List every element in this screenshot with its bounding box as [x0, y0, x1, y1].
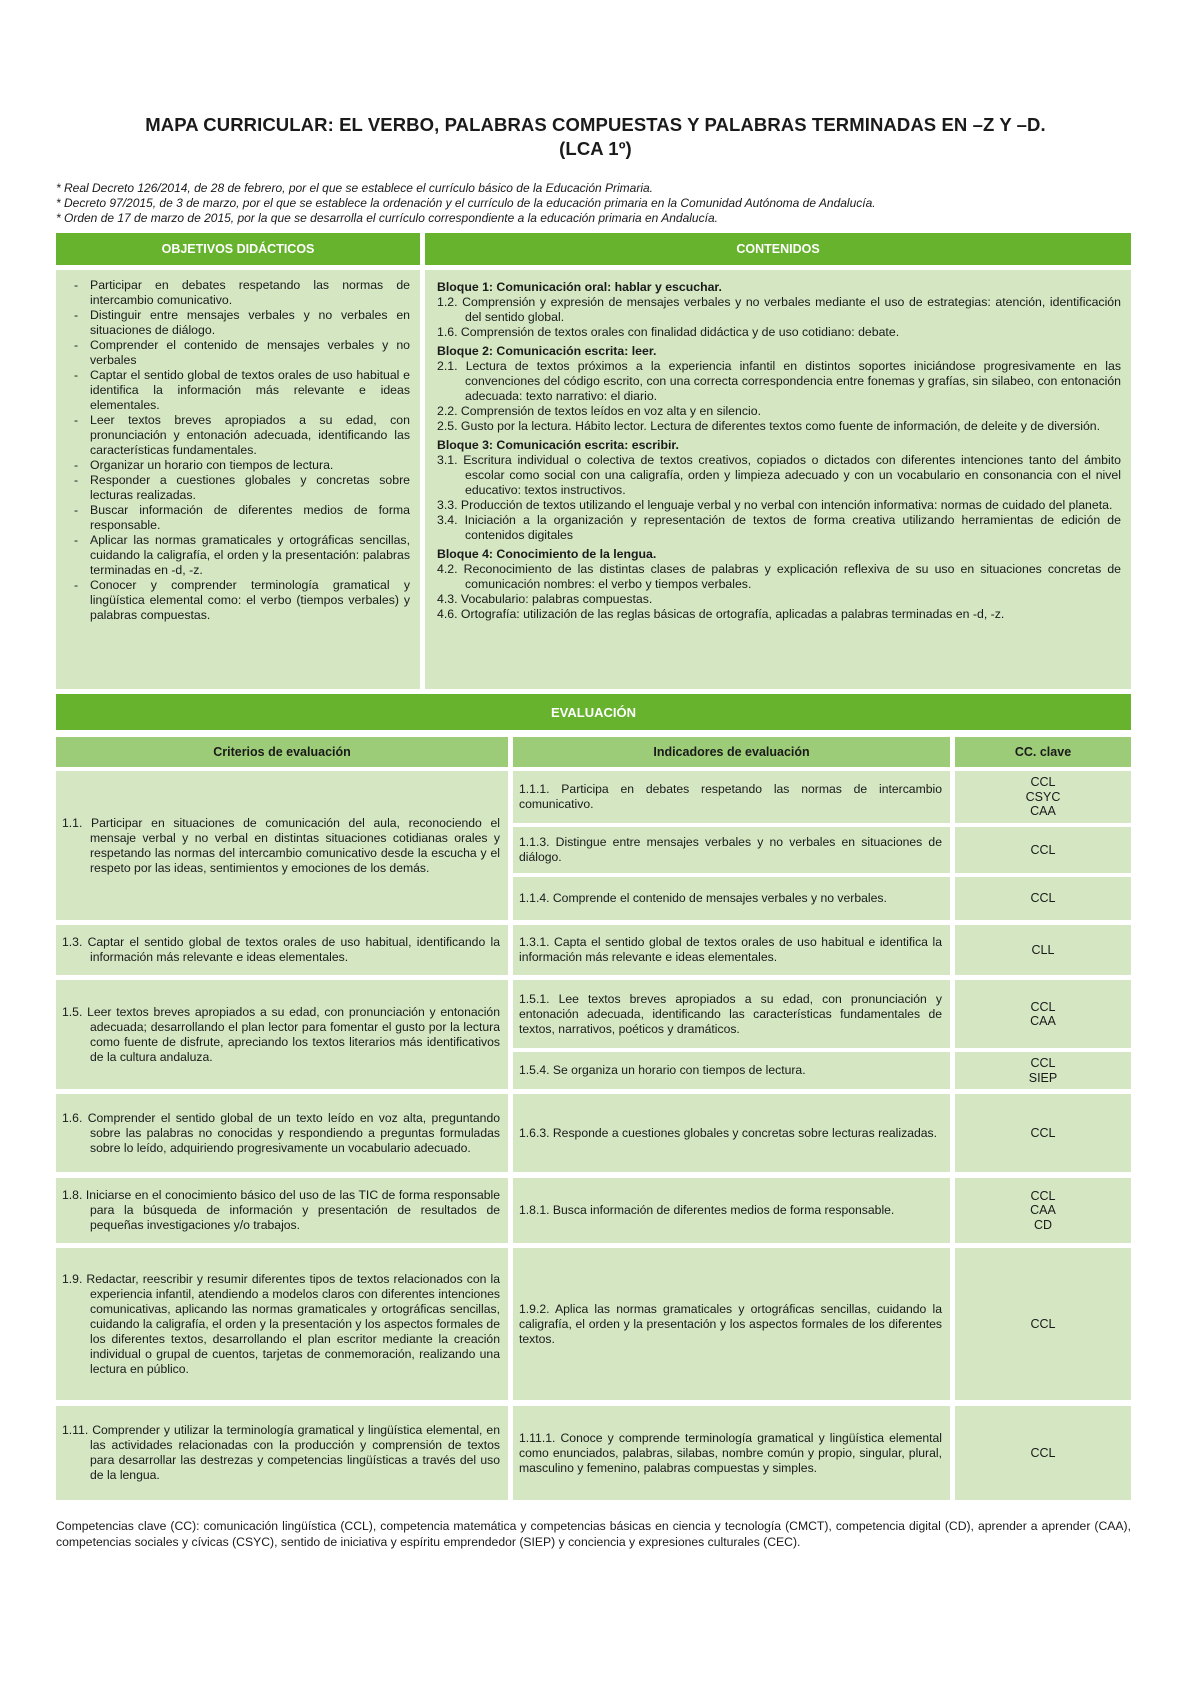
bloque-title: Bloque 3: Comunicación escrita: escribir.	[437, 438, 679, 452]
indicador-text: 1.11.1. Conoce y comprende terminología gramatical y lingüística elemental como enunciados, palabras, silabas, nombre común y propio, singular, plural, masculino y femenino, palabras compuestas y simples.	[519, 1430, 942, 1475]
legal-note: * Real Decreto 126/2014, de 28 de febrero, por el que se establece el currículo básico de la Educación Primaria.	[56, 181, 654, 195]
contenido-item: 3.3. Producción de textos utilizando el lenguaje verbal y no verbal con intención informativa: normas de cuidado del planeta.	[437, 498, 1113, 512]
criterio-text: 1.6. Comprender el sentido global de un texto leído en voz alta, preguntando sobre las palabras no conocidas y respondiendo a preguntas formuladas sobre lo leído, adquiriendo progresivamente un vocabulario adecuado.	[62, 1110, 500, 1155]
evaluacion-header	[56, 694, 1131, 730]
contenido-item: 1.2. Comprensión y expresión de mensajes verbales y no verbales mediante el uso de estrategias: atención, identificación del sentido global.	[437, 295, 1121, 324]
indicador-text: 1.8.1. Busca información de diferentes medios de forma responsable.	[519, 1203, 895, 1217]
indicador-text: 1.1.1. Participa en debates respetando las normas de intercambio comunicativo.	[519, 782, 942, 811]
cc-code: SIEP	[1028, 1070, 1058, 1085]
objetivo-item: - Leer textos breves apropiados a su edad, con pronunciación y entonación adecuada, identificando las características fundamentales.	[64, 413, 410, 458]
cc-code: CCL	[1030, 1056, 1056, 1070]
cc-code: CCL	[1030, 1125, 1056, 1140]
objetivo-item: - Participar en debates respetando las normas de intercambio comunicativo.	[64, 278, 410, 308]
indicador-cell	[513, 827, 950, 873]
title-line-2: (LCA 1º)	[559, 138, 632, 159]
contenidos-header: CONTENIDOS	[425, 233, 1131, 265]
criterio-cell	[56, 980, 508, 1089]
cc-clave-cell	[955, 827, 1131, 873]
objetivo-item: - Buscar información de diferentes medios de forma responsable.	[64, 503, 410, 533]
criterio-cell	[56, 1094, 508, 1172]
column-header-criterios: Criterios de evaluación	[56, 737, 508, 767]
bloque-section	[437, 438, 1121, 543]
contenido-item: 4.3. Vocabulario: palabras compuestas.	[437, 592, 653, 606]
cc-clave-cell	[955, 1178, 1131, 1243]
indicador-text: 1.9.2. Aplica las normas gramaticales y ortográficas sencillas, cuidando la caligrafía, el orden y la presentación y los aspectos formales de los diferentes textos.	[519, 1301, 942, 1346]
contenido-item: 4.2. Reconocimiento de las distintas clases de palabras y explicación reflexiva de su uso en situaciones concretas de comunicación nombres: el verbo y tiempos verbales.	[437, 562, 1121, 591]
objetivos-list	[56, 270, 420, 689]
cc-code: CAA	[1030, 1014, 1056, 1028]
cc-code: CCL	[1030, 1316, 1056, 1331]
cc-code: CCL	[1030, 891, 1056, 906]
criterio-cell	[56, 771, 508, 920]
indicador-cell	[513, 877, 950, 920]
objetivo-item: - Responder a cuestiones globales y concretas sobre lecturas realizadas.	[64, 473, 410, 503]
cc-code: CAA	[1030, 804, 1056, 819]
criterio-text: 1.3. Captar el sentido global de textos orales de uso habitual, identificando la información más relevante e ideas elementales.	[62, 935, 500, 964]
bloque-title: Bloque 2: Comunicación escrita: leer.	[437, 344, 657, 358]
indicador-cell	[513, 1248, 950, 1400]
indicador-cell	[513, 1178, 950, 1243]
bloque-section	[437, 344, 1121, 434]
cc-code: CLL	[1031, 942, 1055, 957]
criterio-text: 1.1. Participar en situaciones de comunicación del aula, reconociendo el mensaje verbal y no verbal en distintas situaciones cotidianas orales y respetando las normas del intercambio comunicativo desde la escucha y el respeto por las ideas, sentimientos y emociones de los demás.	[62, 815, 500, 875]
indicador-cell	[513, 1094, 950, 1172]
page-title	[0, 113, 1191, 161]
indicador-text: 1.1.3. Distingue entre mensajes verbales y no verbales en situaciones de diálogo.	[519, 835, 942, 864]
indicador-cell	[513, 1406, 950, 1500]
criterio-cell	[56, 1248, 508, 1400]
criterio-cell	[56, 925, 508, 975]
objetivo-item: - Distinguir entre mensajes verbales y no verbales en situaciones de diálogo.	[64, 308, 410, 338]
cc-clave-cell	[955, 877, 1131, 920]
cc-code: CCL	[1030, 999, 1056, 1014]
cc-code: CCL	[1030, 775, 1056, 790]
objetivo-item: - Captar el sentido global de textos orales de uso habitual e identifica la información más relevante e ideas elementales.	[64, 368, 410, 413]
evaluacion-title: EVALUACIÓN	[551, 704, 636, 720]
cc-clave-cell	[955, 925, 1131, 975]
objetivo-item: - Aplicar las normas gramaticales y ortográficas sencillas, cuidando la caligrafía, el orden y la presentación: palabras terminadas en -d, -z.	[64, 533, 410, 578]
column-header-cc-clave: CC. clave	[955, 737, 1131, 767]
criterio-text: 1.9. Redactar, reescribir y resumir diferentes tipos de textos relacionados con la experiencia infantil, atendiendo a modelos claros con diferentes intenciones comunicativas, aplicando las normas gramaticales y ortográficas sencillas, cuidando la caligrafía, el orden y la presentación y los aspectos formales de los diferentes textos, desarrollando el plan escritor mediante la creación individual o grupal de cuentos, tarjetas de conmemoración, realizando una lectura en público.	[62, 1271, 500, 1376]
criterio-text: 1.5. Leer textos breves apropiados a su edad, con pronunciación y entonación adecuada; desarrollando el plan lector para fomentar el gusto por la lectura como fuente de disfrute, apreciando los textos literarios más identificativos de la cultura andaluza.	[62, 1004, 500, 1064]
cc-clave-cell	[955, 1248, 1131, 1400]
cc-code: CAA	[1030, 1203, 1056, 1218]
cc-clave-cell	[955, 1406, 1131, 1500]
contenido-item: 2.2. Comprensión de textos leídos en voz alta y en silencio.	[437, 404, 762, 418]
competencias-footnote: Competencias clave (CC): comunicación lingüística (CCL), competencia matemática y competencias básicas en ciencia y tecnología (CMCT), competencia digital (CD), aprender a aprender (CAA), competencias sociales y cívicas (CSYC), sentido de iniciativa y espíritu emprendedor (SIEP) y conciencia y expresiones culturales (CEC).	[56, 1519, 1131, 1549]
contenidos-list	[425, 270, 1131, 689]
indicador-cell	[513, 925, 950, 975]
criterio-text: 1.11. Comprender y utilizar la terminología gramatical y lingüística elemental, en las actividades relacionadas con la producción y comprensión de textos para desarrollar las destrezas y competencias lingüísticas a través del uso de la lengua.	[62, 1423, 500, 1482]
indicador-cell	[513, 1052, 950, 1089]
indicador-cell	[513, 980, 950, 1048]
cc-clave-cell	[955, 771, 1131, 823]
contenido-item: 4.6. Ortografía: utilización de las reglas básicas de ortografía, aplicadas a palabras terminadas en -d, -z.	[437, 607, 1005, 621]
bloque-section	[437, 280, 1121, 340]
objetivos-header: OBJETIVOS DIDÁCTICOS	[56, 233, 420, 265]
cc-clave-cell	[955, 1094, 1131, 1172]
legal-note: * Orden de 17 de marzo de 2015, por la que se desarrolla el currículo correspondiente a la educación primaria en Andalucía.	[56, 211, 718, 225]
indicador-text: 1.6.3. Responde a cuestiones globales y concretas sobre lecturas realizadas.	[519, 1125, 938, 1140]
criterio-cell	[56, 1178, 508, 1243]
contenido-item: 2.1. Lectura de textos próximos a la experiencia infantil en distintos soportes iniciándose progresivamente en las convenciones del código escrito, con una correcta correspondencia entre fonemas y grafías, sin silabeo, con entonación adecuada: texto narrativo: el diario.	[437, 359, 1121, 403]
cc-code: CSYC	[1025, 789, 1061, 804]
indicador-text: 1.5.1. Lee textos breves apropiados a su edad, con pronunciación y entonación adecuada, identificando las características fundamentales de textos, narrativos, poéticos y dramáticos.	[519, 991, 942, 1036]
column-header-indicadores: Indicadores de evaluación	[513, 737, 950, 767]
objetivo-item: - Comprender el contenido de mensajes verbales y no verbales	[64, 338, 410, 368]
title-line-1: MAPA CURRICULAR: EL VERBO, PALABRAS COMPUESTAS Y PALABRAS TERMINADAS EN –Z Y –D.	[145, 114, 1046, 135]
legal-references	[56, 181, 1136, 226]
contenido-item: 3.4. Iniciación a la organización y representación de textos de forma creativa utilizando herramientas de edición de contenidos digitales	[437, 513, 1121, 542]
indicador-text: 1.1.4. Comprende el contenido de mensajes verbales y no verbales.	[519, 891, 887, 905]
bloque-title: Bloque 4: Conocimiento de la lengua.	[437, 547, 657, 561]
indicador-text: 1.3.1. Capta el sentido global de textos orales de uso habitual e identifica la información más relevante e ideas elementales.	[519, 935, 942, 964]
bloque-title: Bloque 1: Comunicación oral: hablar y escuchar.	[437, 280, 722, 294]
objetivo-item: - Conocer y comprender terminología gramatical y lingüística elemental como: el verbo (tiempos verbales) y palabras compuestas.	[64, 578, 410, 623]
cc-code: CCL	[1030, 1445, 1056, 1460]
contenido-item: 2.5. Gusto por la lectura. Hábito lector. Lectura de diferentes textos como fuente de información, de deleite y de diversión.	[437, 419, 1101, 433]
cc-code: CD	[1033, 1217, 1053, 1232]
bloque-section	[437, 547, 1121, 622]
indicador-cell	[513, 771, 950, 823]
legal-note: * Decreto 97/2015, de 3 de marzo, por el que se establece la ordenación y el currículo de la educación primaria en la Comunidad Autónoma de Andalucía.	[56, 196, 876, 210]
criterio-cell	[56, 1406, 508, 1500]
objetivo-item: - Organizar un horario con tiempos de lectura.	[64, 458, 410, 473]
cc-clave-cell	[955, 980, 1131, 1048]
indicador-text: 1.5.4. Se organiza un horario con tiempos de lectura.	[519, 1063, 806, 1077]
cc-code: CCL	[1030, 1188, 1056, 1203]
cc-code: CCL	[1030, 842, 1056, 857]
contenido-item: 3.1. Escritura individual o colectiva de textos creativos, copiados o dictados con diferentes intenciones tanto del ámbito escolar como social con una caligrafía, orden y limpieza adecuado y con un vocabulario en consonancia con el nivel educativo: textos instructivos.	[437, 453, 1121, 497]
contenido-item: 1.6. Comprensión de textos orales con finalidad didáctica y de uso cotidiano: debate.	[437, 325, 900, 339]
criterio-text: 1.8. Iniciarse en el conocimiento básico del uso de las TIC de forma responsable para la búsqueda de información y presentación de resultados de pequeñas investigaciones y/o trabajos.	[62, 1188, 500, 1232]
cc-clave-cell	[955, 1052, 1131, 1089]
